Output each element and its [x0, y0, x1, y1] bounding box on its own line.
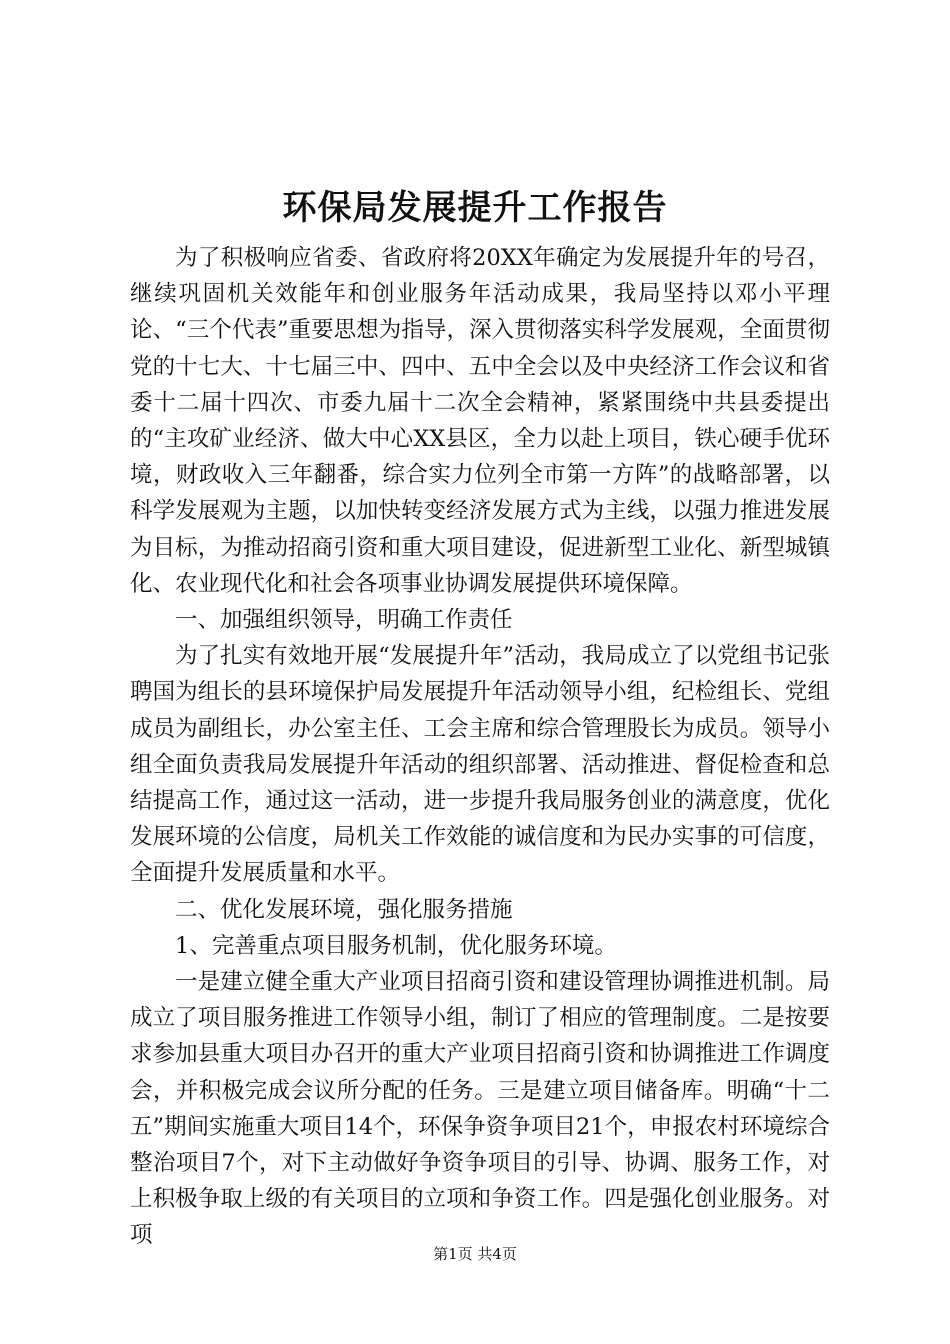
document-body	[130, 240, 830, 1254]
paragraph-section-1: 为了扎实有效地开展“发展提升年”活动，我局成立了以党组书记张聘国为组长的县环境保护局发展提升年活动领导小组，纪检组长、党组成员为副组长，办公室主任、工会主席和综合管理股长为成员。领导小组全面负责我局发展提升年活动的组织部署、活动推进、督促检查和总结提高工作，通过这一活动，进一步提升我局服务创业的满意度，优化发展环境的公信度，局机关工作效能的诚信度和为民办实事的可信度，全面提升发展质量和水平。	[130, 643, 830, 887]
document-title: 环保局发展提升工作报告	[282, 188, 668, 228]
page-number-footer: 第1页 共4页	[433, 1245, 517, 1263]
section-heading-1: 一、加强组织领导，明确工作责任	[175, 607, 513, 634]
section-heading-2: 二、优化发展环境，强化服务措施	[175, 896, 513, 923]
paragraph-intro: 为了积极响应省委、省政府将20XX年确定为发展提升年的号召，继续巩固机关效能年和创业服务年活动成果，我局坚持以邓小平理论、“三个代表”重要思想为指导，深入贯彻落实科学发展观，全面贯彻党的十七大、十七届三中、四中、五中全会以及中央经济工作会议和省委十二届十四次、市委九届十二次全会精神，紧紧围绕中共县委提出的“主攻矿业经济、做大中心XX县区，全力以赴上项目，铁心硬手优环境，财政收入三年翻番，综合实力位列全市第一方阵”的战略部署，以科学发展观为主题，以加快转变经济发展方式为主线，以强力推进发展为目标，为推动招商引资和重大项目建设，促进新型工业化、新型城镇化、农业现代化和社会各项事业协调发展提供环境保障。	[130, 245, 830, 597]
subsection-heading-2-1: 1、完善重点项目服务机制，优化服务环境。	[175, 932, 617, 959]
paragraph-section-2-1: 一是建立健全重大产业项目招商引资和建设管理协调推进机制。局成立了项目服务推进工作领导小组，制订了相应的管理制度。二是按要求参加县重大项目办召开的重大产业项目招商引资和协调推进工作调度会，并积极完成会议所分配的任务。三是建立项目储备库。明确“十二五”期间实施重大项目14个，环保争资争项目21个，申报农村环境综合整治项目7个，对下主动做好争资争项目的引导、协调、服务工作，对上积极争取上级的有关项目的立项和争资工作。四是强化创业服务。对项	[130, 969, 830, 1249]
